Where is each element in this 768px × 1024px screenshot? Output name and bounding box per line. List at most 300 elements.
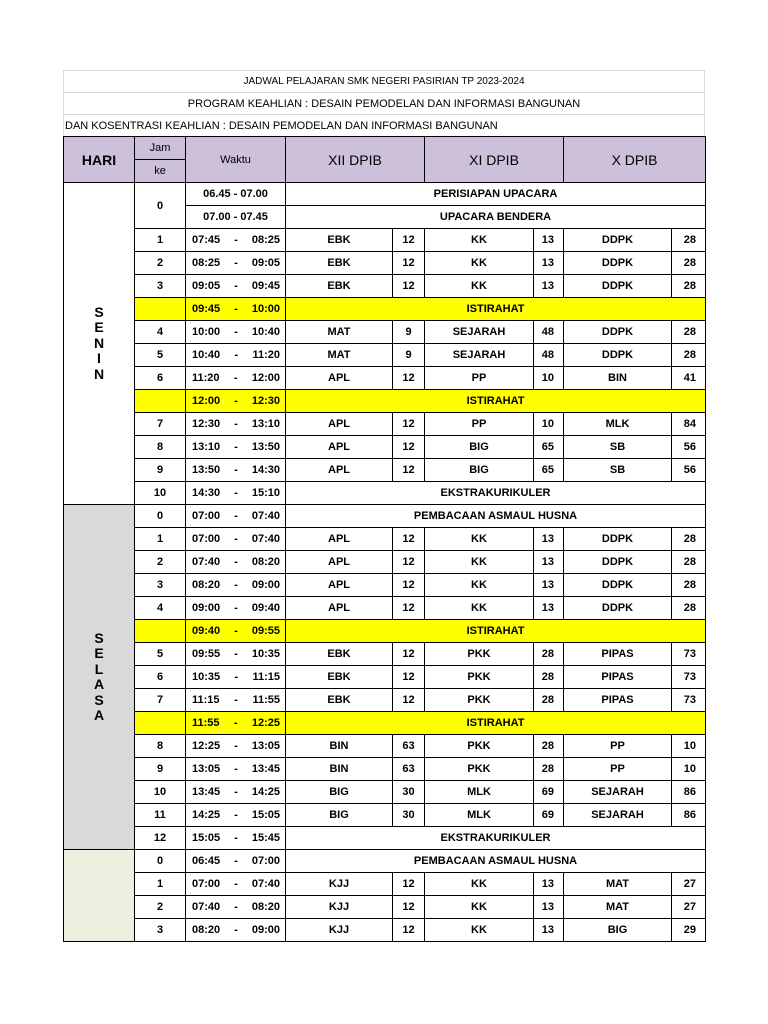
xii-subject: BIG [286,804,393,827]
jam-cell: 1 [135,873,186,896]
xii-room: 12 [393,528,425,551]
hari-letter: S [94,629,104,646]
waktu-end: 08:20 [251,901,280,913]
waktu-separator: - [234,234,238,246]
jam-cell: 1 [135,528,186,551]
xii-subject: APL [286,574,393,597]
x-room: 56 [672,459,706,482]
waktu-end: 14:25 [251,786,280,798]
xii-room: 12 [393,551,425,574]
xi-subject: PKK [425,666,534,689]
xii-room: 12 [393,367,425,390]
waktu-start: 12:30 [192,418,221,430]
waktu-end: 13:45 [251,763,280,775]
jam-cell: 8 [135,735,186,758]
x-room: 56 [672,436,706,459]
waktu-start: 08:20 [192,924,221,936]
xi-subject: PKK [425,735,534,758]
konsentrasi-keahlian: DAN KOSENTRASI KEAHLIAN : DESAIN PEMODELAN DAN INFORMASI BANGUNAN [63,114,705,136]
xi-room: 13 [534,275,564,298]
jam-header: Jam [135,137,186,160]
waktu-end: 14:30 [251,464,280,476]
waktu-start: 10:00 [192,326,221,338]
x-room: 28 [672,597,706,620]
jam-cell: 10 [135,482,186,505]
xi-subject: MLK [425,781,534,804]
x-room: 73 [672,689,706,712]
x-subject: DDPK [564,528,672,551]
xi-subject: KK [425,229,534,252]
waktu-cell [186,390,286,413]
xii-room: 12 [393,643,425,666]
xii-room: 12 [393,459,425,482]
hari-letter: E [94,645,104,661]
x-room: 27 [672,873,706,896]
waktu-start: 10:40 [192,349,221,361]
table-row [64,229,706,252]
hari-letter: I [97,350,101,367]
waktu-cell [186,919,286,942]
xi-subject: KK [425,528,534,551]
table-row [64,367,706,390]
jam-cell: 9 [135,758,186,781]
waktu-separator: - [234,464,238,476]
hari-letter: N [93,334,105,351]
x-subject: MAT [564,873,672,896]
waktu-separator: - [234,694,238,706]
xii-room: 12 [393,666,425,689]
activity-cell: UPACARA BENDERA [286,206,706,229]
hari-label [64,631,134,724]
waktu-cell [186,781,286,804]
xi-subject: KK [425,597,534,620]
waktu-cell [186,712,286,735]
jam-cell: 7 [135,413,186,436]
waktu-end: 09:45 [251,280,280,292]
xii-subject: EBK [286,275,393,298]
table-row [64,850,706,873]
x-room: 73 [672,666,706,689]
xi-room: 13 [534,528,564,551]
activity-cell: PERISIAPAN UPACARA [286,183,706,206]
waktu-cell [186,873,286,896]
xi-room: 65 [534,459,564,482]
table-row [64,436,706,459]
jam-cell: 7 [135,689,186,712]
table-row [64,735,706,758]
waktu-cell [186,505,286,528]
x-room: 10 [672,735,706,758]
waktu-end: 13:05 [251,740,280,752]
waktu-cell [186,689,286,712]
activity-cell: PEMBACAAN ASMAUL HUSNA [286,850,706,873]
waktu-cell [186,298,286,321]
x-room: 27 [672,896,706,919]
xii-dpib-header: XII DPIB [286,137,425,183]
jam-cell: 0 [135,505,186,528]
waktu-separator: - [234,280,238,292]
x-subject: DDPK [564,551,672,574]
xi-subject: SEJARAH [425,344,534,367]
xii-subject: APL [286,367,393,390]
xi-room: 48 [534,344,564,367]
xi-room: 28 [534,666,564,689]
jam-cell: 4 [135,597,186,620]
waktu-start: 13:50 [192,464,221,476]
waktu-separator: - [234,855,238,867]
waktu-start: 08:20 [192,579,221,591]
x-subject: DDPK [564,597,672,620]
xi-subject: MLK [425,804,534,827]
x-subject: BIG [564,919,672,942]
waktu-start: 13:45 [192,786,221,798]
waktu-separator: - [234,901,238,913]
xii-subject: EBK [286,229,393,252]
table-row [64,413,706,436]
waktu-separator: - [234,809,238,821]
waktu-start: 07:00 [192,878,221,890]
jam-cell: 8 [135,436,186,459]
x-subject: SEJARAH [564,804,672,827]
waktu-end: 09:40 [251,602,280,614]
waktu-header: Waktu [186,137,286,183]
waktu-cell [186,528,286,551]
x-room: 41 [672,367,706,390]
waktu-end: 11:15 [252,671,280,683]
hari-letter: L [94,660,104,677]
xi-subject: KK [425,574,534,597]
xi-room: 13 [534,597,564,620]
x-dpib-header: X DPIB [564,137,706,183]
xii-subject: APL [286,551,393,574]
xii-room: 30 [393,781,425,804]
jam-cell: 3 [135,275,186,298]
x-subject: PIPAS [564,689,672,712]
x-subject: DDPK [564,321,672,344]
xii-room: 12 [393,896,425,919]
x-room: 28 [672,574,706,597]
waktu-start: 07:00 [192,533,221,545]
waktu-cell [186,666,286,689]
hari-letter: A [93,707,105,723]
waktu-separator: - [234,303,238,315]
x-room: 28 [672,275,706,298]
x-room: 10 [672,758,706,781]
xii-subject: EBK [286,252,393,275]
table-row [64,689,706,712]
x-subject: DDPK [564,574,672,597]
waktu-start: 14:30 [192,487,221,499]
waktu-separator: - [234,786,238,798]
x-room: 28 [672,551,706,574]
jam-cell: 12 [135,827,186,850]
waktu-separator: - [234,878,238,890]
waktu-end: 15:10 [251,487,280,499]
waktu-end: 11:55 [252,694,280,706]
jam-cell: 3 [135,574,186,597]
jam-cell [135,390,186,413]
waktu-cell [186,275,286,298]
xii-subject: MAT [286,321,393,344]
xii-subject: BIN [286,735,393,758]
waktu-end: 13:50 [251,441,280,453]
waktu-cell [186,344,286,367]
x-subject: DDPK [564,252,672,275]
x-subject: MAT [564,896,672,919]
waktu-end: 11:20 [252,349,280,361]
x-subject: DDPK [564,229,672,252]
xii-subject: KJJ [286,873,393,896]
table-row [64,344,706,367]
xi-room: 48 [534,321,564,344]
table-row [64,183,706,206]
xi-room: 10 [534,367,564,390]
x-subject: DDPK [564,275,672,298]
waktu-separator: - [234,326,238,338]
waktu-start: 12:25 [192,740,221,752]
x-subject: SEJARAH [564,781,672,804]
table-row [64,804,706,827]
waktu-cell [186,229,286,252]
xii-room: 12 [393,574,425,597]
waktu-end: 12:00 [251,372,280,384]
waktu-cell [186,321,286,344]
xi-subject: PP [425,367,534,390]
xi-subject: KK [425,873,534,896]
waktu-separator: - [234,763,238,775]
x-subject: BIN [564,367,672,390]
xii-subject: APL [286,528,393,551]
waktu-end: 10:40 [251,326,280,338]
waktu-separator: - [234,418,238,430]
xii-subject: EBK [286,643,393,666]
waktu-cell [186,252,286,275]
xi-subject: KK [425,919,534,942]
table-row [64,459,706,482]
jam-cell: 0 [135,183,186,229]
waktu-cell: 06.45 - 07.00 [186,183,286,206]
waktu-end: 08:20 [251,556,280,568]
waktu-end: 09:55 [251,625,280,637]
waktu-start: 09:05 [192,280,221,292]
xii-room: 12 [393,873,425,896]
waktu-cell [186,827,286,850]
table-row [64,758,706,781]
xi-subject: SEJARAH [425,321,534,344]
xi-subject: BIG [425,459,534,482]
x-room: 28 [672,321,706,344]
waktu-separator: - [234,441,238,453]
waktu-cell [186,482,286,505]
jam-cell: 2 [135,551,186,574]
waktu-start: 07:00 [192,510,221,522]
jam-cell: 5 [135,344,186,367]
xii-subject: EBK [286,666,393,689]
istirahat-cell: ISTIRAHAT [286,390,706,413]
table-row [64,643,706,666]
waktu-end: 10:00 [251,303,280,315]
hari-senin [64,183,135,505]
xii-room: 12 [393,252,425,275]
waktu-start: 11:15 [192,694,220,706]
waktu-cell [186,459,286,482]
waktu-separator: - [234,257,238,269]
x-room: 28 [672,344,706,367]
x-subject: MLK [564,413,672,436]
waktu-cell [186,597,286,620]
x-subject: DDPK [564,344,672,367]
waktu-start: 13:10 [192,441,221,453]
hari-label [64,305,134,383]
jam-cell: 2 [135,896,186,919]
jam-cell: 6 [135,367,186,390]
waktu-end: 12:30 [251,395,280,407]
waktu-start: 13:05 [192,763,221,775]
waktu-cell [186,804,286,827]
istirahat-cell: ISTIRAHAT [286,620,706,643]
waktu-start: 09:00 [192,602,221,614]
table-row [64,321,706,344]
xi-subject: KK [425,551,534,574]
xii-subject: BIN [286,758,393,781]
xi-subject: KK [425,275,534,298]
waktu-start: 15:05 [192,832,221,844]
xi-room: 13 [534,574,564,597]
hari-letter: N [93,365,105,382]
waktu-separator: - [234,349,239,361]
waktu-cell [186,758,286,781]
waktu-end: 10:35 [251,648,280,660]
hari-letter: S [94,303,104,320]
xi-room: 13 [534,551,564,574]
waktu-cell [186,367,286,390]
waktu-end: 07:00 [251,855,280,867]
jam-cell [135,712,186,735]
x-room: 28 [672,528,706,551]
xii-room: 9 [393,344,425,367]
table-row [64,574,706,597]
xii-subject: APL [286,436,393,459]
table-row [64,827,706,850]
waktu-end: 07:40 [251,533,280,545]
waktu-end: 12:25 [251,717,280,729]
istirahat-cell: ISTIRAHAT [286,298,706,321]
jam-cell: 0 [135,850,186,873]
waktu-start: 09:45 [192,303,221,315]
x-subject: SB [564,436,672,459]
activity-cell: EKSTRAKURIKULER [286,827,706,850]
waktu-separator: - [233,717,238,729]
x-room: 86 [672,804,706,827]
jam-cell: 11 [135,804,186,827]
x-subject: SB [564,459,672,482]
activity-cell: EKSTRAKURIKULER [286,482,706,505]
xii-subject: EBK [286,689,393,712]
jam-cell: 2 [135,252,186,275]
xii-room: 30 [393,804,425,827]
x-subject: PP [564,758,672,781]
xi-room: 69 [534,804,564,827]
hari-letter: E [94,319,104,336]
table-row [64,919,706,942]
ke-header: ke [135,160,186,183]
waktu-separator: - [234,602,238,614]
jam-cell [135,298,186,321]
waktu-start: 10:35 [192,671,221,683]
xii-room: 63 [393,735,425,758]
xi-room: 13 [534,896,564,919]
table-row [64,482,706,505]
hari-letter: S [94,691,104,708]
waktu-start: 14:25 [192,809,221,821]
table-row [64,597,706,620]
xii-room: 12 [393,436,425,459]
hari-letter: A [93,676,105,692]
table-row [64,781,706,804]
waktu-cell [186,850,286,873]
waktu-separator: - [233,372,238,384]
table-row [64,390,706,413]
jam-cell: 6 [135,666,186,689]
waktu-start: 12:00 [192,395,221,407]
waktu-start: 07:45 [192,234,221,246]
schedule-sheet [63,70,705,942]
waktu-start: 09:40 [192,625,221,637]
istirahat-cell: ISTIRAHAT [286,712,706,735]
table-row [64,252,706,275]
waktu-cell [186,413,286,436]
waktu-end: 07:40 [251,510,280,522]
table-row [64,505,706,528]
xi-room: 65 [534,436,564,459]
xi-room: 13 [534,873,564,896]
table-row [64,712,706,735]
xii-subject: APL [286,459,393,482]
xi-subject: KK [425,896,534,919]
waktu-end: 15:05 [251,809,280,821]
waktu-separator: - [234,625,238,637]
xi-room: 28 [534,643,564,666]
waktu-separator: - [234,579,238,591]
xi-room: 13 [534,252,564,275]
waktu-separator: - [234,510,238,522]
jam-cell: 1 [135,229,186,252]
jam-cell [135,620,186,643]
waktu-start: 08:25 [192,257,221,269]
jam-cell: 9 [135,459,186,482]
xii-room: 12 [393,275,425,298]
jam-cell: 3 [135,919,186,942]
xi-subject: KK [425,252,534,275]
xii-room: 12 [393,229,425,252]
program-keahlian: PROGRAM KEAHLIAN : DESAIN PEMODELAN DAN INFORMASI BANGUNAN [63,92,705,114]
xii-room: 9 [393,321,425,344]
waktu-end: 15:45 [251,832,280,844]
table-row [64,873,706,896]
waktu-separator: - [234,740,238,752]
xi-room: 28 [534,735,564,758]
waktu-cell [186,735,286,758]
xi-room: 28 [534,758,564,781]
jam-cell: 4 [135,321,186,344]
x-room: 84 [672,413,706,436]
xi-room: 28 [534,689,564,712]
waktu-separator: - [234,533,238,545]
hari-selasa [64,505,135,850]
activity-cell: PEMBACAAN ASMAUL HUSNA [286,505,706,528]
xi-room: 13 [534,229,564,252]
waktu-end: 13:10 [251,418,280,430]
